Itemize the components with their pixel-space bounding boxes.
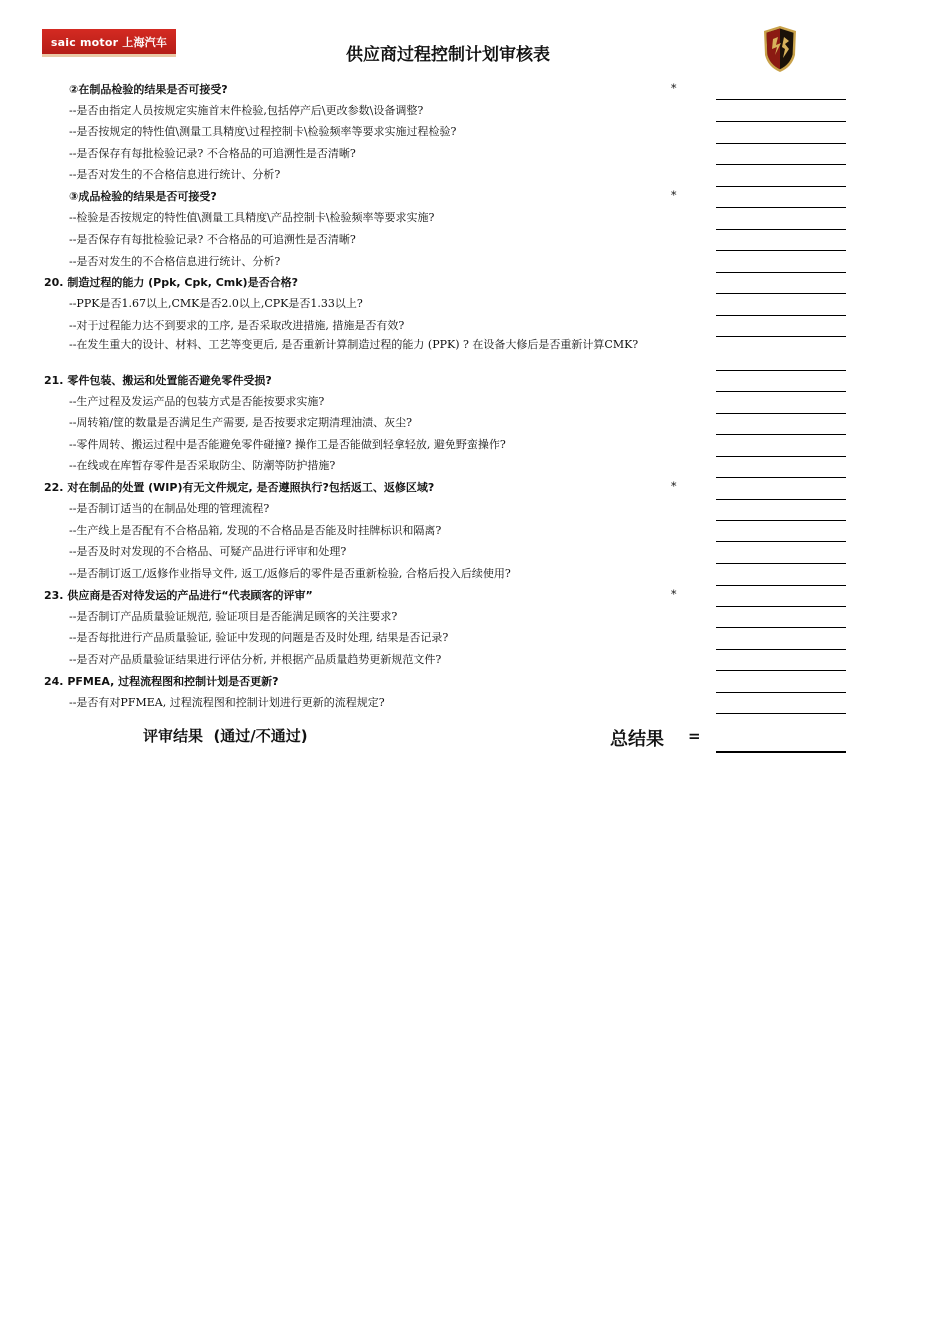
checklist-item: --生产过程及发运产品的包装方式是否能按要求实施? (69, 395, 325, 408)
answer-field[interactable] (716, 563, 846, 564)
roewe-emblem-icon (762, 25, 798, 73)
checklist-item: --在发生重大的设计、材料、工艺等变更后, 是否重新计算制造过程的能力 (PPK) ? 在设备大修后是否重新计算CMK? (69, 338, 639, 351)
total-result-field[interactable] (716, 751, 846, 753)
checklist-item: --是否由指定人员按规定实施首末件检验,包括停产后\更改参数\设备调整? (69, 104, 424, 117)
answer-field[interactable] (716, 293, 846, 294)
section-heading: 20. 制造过程的能力 (Ppk, Cpk, Cmk)是否合格? (44, 276, 298, 289)
answer-field[interactable] (716, 520, 846, 521)
equals-sign: = (688, 727, 701, 745)
brand-logo-text: saic motor 上海汽车 (50, 35, 168, 49)
answer-field[interactable] (716, 164, 846, 165)
checklist-item: --是否保存有每批检验记录? 不合格品的可追溯性是否清晰? (69, 233, 356, 246)
checklist-item: --周转箱/筐的数量是否满足生产需要, 是否按要求定期清理油渍、灰尘? (69, 416, 413, 429)
section-heading: 22. 对在制品的处置 (WIP)有无文件规定, 是否遵照执行?包括返工、返修区域? (44, 481, 435, 494)
answer-field[interactable] (716, 272, 846, 273)
checklist-item: --是否制订产品质量验证规范, 验证项目是否能满足顾客的关注要求? (69, 610, 398, 623)
checklist-item: --是否每批进行产品质量验证, 验证中发现的问题是否及时处理, 结果是否记录? (69, 631, 449, 644)
checklist-item: --是否保存有每批检验记录? 不合格品的可追溯性是否清晰? (69, 147, 356, 160)
checklist-item: --生产线上是否配有不合格品箱, 发现的不合格品是否能及时挂牌标识和隔离? (69, 524, 442, 537)
checklist-item: --零件周转、搬运过程中是否能避免零件碰撞? 操作工是否能做到轻拿轻放, 避免野蛮操作? (69, 438, 506, 451)
checklist-item: --是否对发生的不合格信息进行统计、分析? (69, 168, 281, 181)
checklist-item: --是否制订返工/返修作业指导文件, 返工/返修后的零件是否重新检验, 合格后投入后续使用? (69, 567, 511, 580)
answer-field[interactable] (716, 413, 846, 414)
checklist-item: --在线或在库暂存零件是否采取防尘、防潮等防护措施? (69, 459, 336, 472)
answer-field[interactable] (716, 315, 846, 316)
key-item-star: * (671, 82, 677, 95)
checklist-item: --检验是否按规定的特性值\测量工具精度\产品控制卡\检验频率等要求实施? (69, 211, 435, 224)
answer-field[interactable] (716, 692, 846, 693)
answer-field[interactable] (716, 207, 846, 208)
answer-field[interactable] (716, 585, 846, 586)
checklist-item: --是否对产品质量验证结果进行评估分析, 并根据产品质量趋势更新规范文件? (69, 653, 442, 666)
answer-field[interactable] (716, 121, 846, 122)
answer-field[interactable] (716, 499, 846, 500)
answer-field[interactable] (716, 434, 846, 435)
checklist-item: --是否按规定的特性值\测量工具精度\过程控制卡\检验频率等要求实施过程检验? (69, 125, 457, 138)
answer-field[interactable] (716, 370, 846, 371)
answer-field[interactable] (716, 391, 846, 392)
answer-field[interactable] (716, 477, 846, 478)
answer-field[interactable] (716, 250, 846, 251)
checklist-item: --是否有对PFMEA, 过程流程图和控制计划进行更新的流程规定? (69, 696, 385, 709)
answer-field[interactable] (716, 99, 846, 100)
section-heading: 24. PFMEA, 过程流程图和控制计划是否更新? (44, 675, 279, 688)
page-title: 供应商过程控制计划审核表 (346, 45, 550, 65)
answer-field[interactable] (716, 649, 846, 650)
section-heading: 23. 供应商是否对待发运的产品进行“代表顾客的评审” (44, 589, 313, 602)
section-heading: 21. 零件包装、搬运和处置能否避免零件受损? (44, 374, 272, 387)
checklist-item: --是否及时对发现的不合格品、可疑产品进行评审和处理? (69, 545, 347, 558)
answer-field[interactable] (716, 627, 846, 628)
answer-field[interactable] (716, 336, 846, 337)
answer-field[interactable] (716, 713, 846, 714)
key-item-star: * (671, 480, 677, 493)
answer-field[interactable] (716, 541, 846, 542)
answer-field[interactable] (716, 186, 846, 187)
key-item-star: * (671, 189, 677, 202)
key-item-star: * (671, 588, 677, 601)
answer-field[interactable] (716, 143, 846, 144)
checklist-item: --是否制订适当的在制品处理的管理流程? (69, 502, 270, 515)
checklist-item: --PPK是否1.67以上,CMK是否2.0以上,CPK是否1.33以上? (69, 297, 363, 310)
section-heading: ③成品检验的结果是否可接受? (69, 190, 217, 203)
total-result-label: 总结果 (610, 729, 664, 750)
review-result-label: 评审结果 (通过/不通过) (143, 727, 308, 745)
answer-field[interactable] (716, 670, 846, 671)
checklist-item: --对于过程能力达不到要求的工序, 是否采取改进措施, 措施是否有效? (69, 319, 405, 332)
checklist-item: --是否对发生的不合格信息进行统计、分析? (69, 255, 281, 268)
answer-field[interactable] (716, 606, 846, 607)
answer-field[interactable] (716, 229, 846, 230)
answer-field[interactable] (716, 456, 846, 457)
section-heading: ②在制品检验的结果是否可接受? (69, 83, 228, 96)
